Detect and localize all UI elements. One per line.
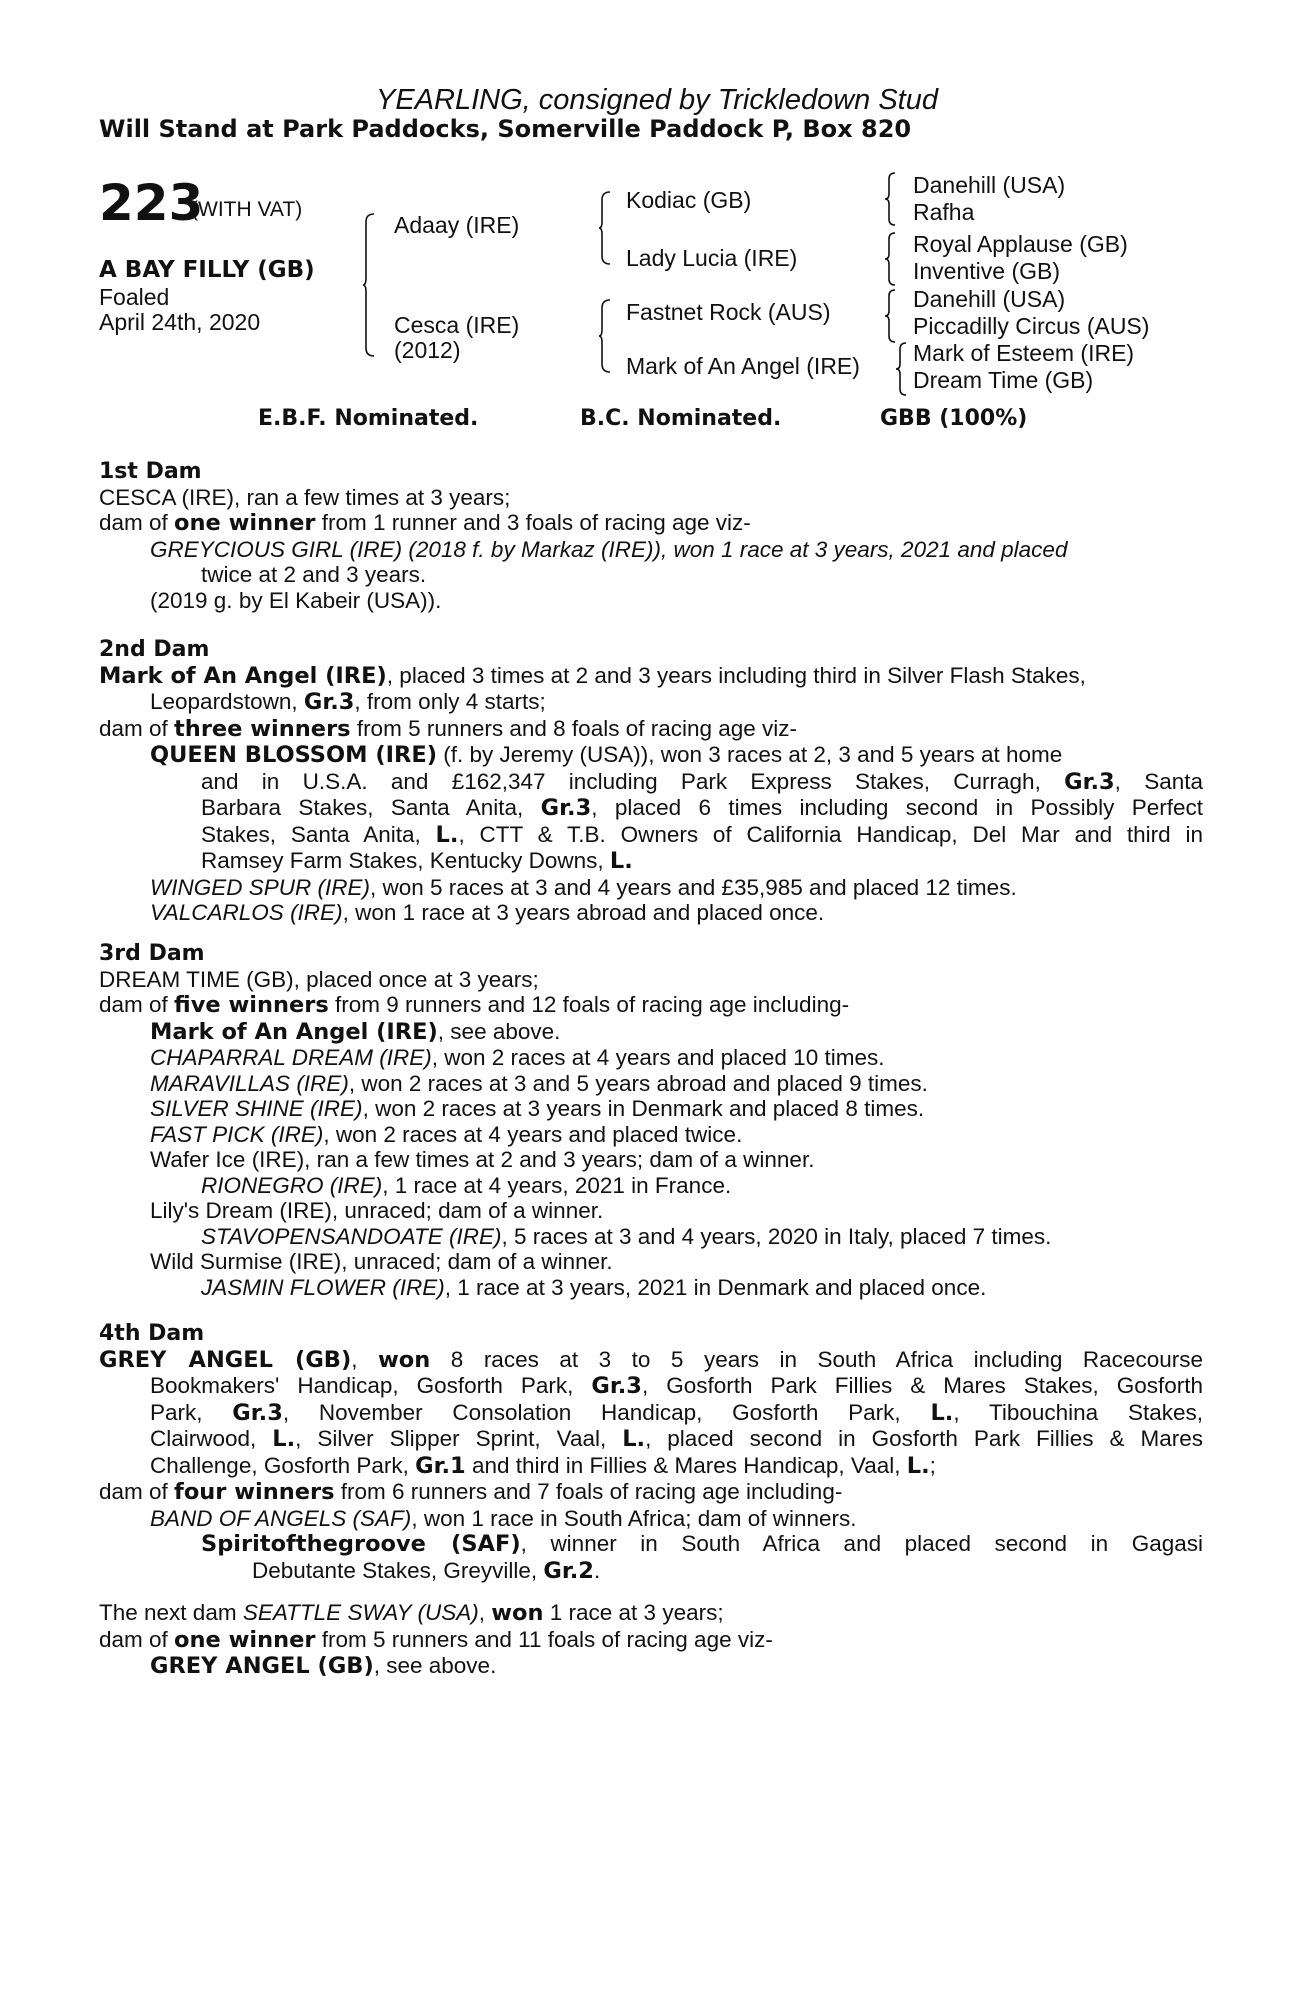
second-dam-section	[99, 637, 1203, 926]
offspring-line: QUEEN BLOSSOM (IRE) (f. by Jeremy (USA)), won 3 races at 2, 3 and 5 years at home	[150, 742, 1063, 768]
offspring-line: BAND OF ANGELS (SAF), won 1 race in South Africa; dam of winners.	[150, 1505, 857, 1531]
section-heading: 3rd Dam	[99, 941, 205, 966]
offspring-line: Ramsey Farm Stakes, Kentucky Downs, L.	[201, 848, 633, 874]
dam-line: Challenge, Gosforth Park, Gr.1 and third in Fillies & Mares Handicap, Vaal, L.;	[150, 1452, 936, 1479]
pedigree-dam-dam: Mark of An Angel (IRE)	[626, 353, 860, 379]
section-heading: 1st Dam	[99, 459, 202, 484]
pedigree-bracket-sire	[598, 190, 614, 270]
pedigree-bracket-main	[362, 212, 378, 358]
pedigree-bracket-g2	[884, 232, 898, 286]
offspring-line: Lily's Dream (IRE), unraced; dam of a winner.	[150, 1198, 604, 1223]
offspring-line: VALCARLOS (IRE), won 1 race at 3 years abroad and placed once.	[150, 900, 825, 925]
pedigree-bracket-g4	[895, 342, 909, 396]
vat-note: (WITH VAT)	[191, 198, 303, 221]
dam-produce-line: dam of one winner from 5 runners and 11 foals of racing age viz-	[99, 1626, 773, 1653]
dam-produce-line: dam of one winner from 1 runner and 3 foals of racing age viz-	[99, 510, 751, 536]
offspring-line: CHAPARRAL DREAM (IRE), won 2 races at 4 years and placed 10 times.	[150, 1045, 885, 1070]
dam-line: Park, Gr.3, November Consolation Handicap, Gosforth Park, L., Tibouchina Stakes,	[150, 1399, 1203, 1426]
offspring-line: (2019 g. by El Kabeir (USA)).	[150, 587, 442, 613]
section-heading: 4th Dam	[99, 1321, 205, 1346]
first-dam-section	[99, 459, 1203, 613]
offspring-line: Barbara Stakes, Santa Anita, Gr.3, placed 6 times including second in Possibly Perfect	[201, 795, 1203, 821]
lot-number: 223	[99, 174, 204, 232]
offspring-line: FAST PICK (IRE), won 2 races at 4 years and placed twice.	[150, 1121, 743, 1147]
offspring-line: Wafer Ice (IRE), ran a few times at 2 and 3 years; dam of a winner.	[150, 1147, 815, 1172]
pedigree-dam-year: (2012)	[394, 337, 461, 363]
offspring-line: twice at 2 and 3 years.	[201, 562, 427, 587]
offspring-line: Mark of An Angel (IRE), see above.	[150, 1018, 561, 1045]
offspring-line: MARAVILLAS (IRE), won 2 races at 3 and 5 years abroad and placed 9 times.	[150, 1070, 928, 1096]
pedigree-g8: Dream Time (GB)	[913, 367, 1094, 393]
horse-name: A BAY FILLY (GB)	[99, 257, 315, 283]
pedigree-bracket-dam	[598, 298, 614, 378]
pedigree-dam: Cesca (IRE)	[394, 312, 520, 338]
pedigree-g1: Danehill (USA)	[913, 172, 1066, 198]
next-dam-section	[99, 1600, 1203, 1680]
dam-line: CESCA (IRE), ran a few times at 3 years;	[99, 484, 511, 510]
pedigree-g6: Piccadilly Circus (AUS)	[913, 313, 1150, 339]
fourth-dam-section	[99, 1321, 1203, 1584]
offspring-line: STAVOPENSANDOATE (IRE), 5 races at 3 and 4 years, 2020 in Italy, placed 7 times.	[201, 1223, 1052, 1249]
dam-line: Clairwood, L., Silver Slipper Sprint, Vaal, L., placed second in Gosforth Park Fillies & Mares	[150, 1426, 1204, 1452]
offspring-line: SILVER SHINE (IRE), won 2 races at 3 years in Denmark and placed 8 times.	[150, 1096, 925, 1121]
pedigree-sire-dam: Lady Lucia (IRE)	[626, 245, 798, 271]
dam-line: Bookmakers' Handicap, Gosforth Park, Gr.3, Gosforth Park Fillies & Mares Stakes, Gosforth	[150, 1373, 1204, 1399]
section-heading: 2nd Dam	[99, 637, 210, 662]
pedigree-sire: Adaay (IRE)	[394, 212, 520, 238]
dam-produce-line: dam of four winners from 6 runners and 7 foals of racing age including-	[99, 1479, 843, 1505]
offspring-line: Spiritofthegroove (SAF), winner in South Africa and placed second in Gagasi	[201, 1531, 1203, 1557]
pedigree-g5: Danehill (USA)	[913, 286, 1066, 312]
foaled-label: Foaled	[99, 284, 170, 310]
offspring-line: WINGED SPUR (IRE), won 5 races at 3 and 4 years and £35,985 and placed 12 times.	[150, 874, 1017, 900]
gbb-status: GBB (100%)	[880, 406, 1028, 431]
pedigree-g3: Royal Applause (GB)	[913, 231, 1128, 257]
offspring-line: GREYCIOUS GIRL (IRE) (2018 f. by Markaz (IRE)), won 1 race at 3 years, 2021 and placed	[150, 536, 1068, 562]
dam-line: Mark of An Angel (IRE), placed 3 times at 2 and 3 years including third in Silver Flash Stakes,	[99, 662, 1086, 689]
third-dam-section	[99, 941, 1203, 1300]
offspring-line: JASMIN FLOWER (IRE), 1 race at 3 years, 2021 in Denmark and placed once.	[201, 1274, 987, 1300]
pedigree-bracket-g3	[884, 289, 898, 343]
offspring-line: Debutante Stakes, Greyville, Gr.2.	[252, 1557, 601, 1584]
offspring-line: Stakes, Santa Anita, L., CTT & T.B. Owners of California Handicap, Del Mar and third in	[201, 821, 1203, 848]
bc-nomination: B.C. Nominated.	[580, 406, 782, 431]
pedigree-sire-sire: Kodiac (GB)	[626, 187, 752, 213]
pedigree-dam-sire: Fastnet Rock (AUS)	[626, 299, 831, 325]
dam-line: DREAM TIME (GB), placed once at 3 years;	[99, 966, 539, 992]
pedigree-g2: Rafha	[913, 199, 975, 225]
foaled-date: April 24th, 2020	[99, 309, 261, 335]
pedigree-g4: Inventive (GB)	[913, 258, 1060, 284]
page-title: YEARLING, consigned by Trickledown Stud	[375, 84, 938, 116]
pedigree-bracket-g1	[884, 172, 898, 226]
offspring-line: Wild Surmise (IRE), unraced; dam of a winner.	[150, 1249, 613, 1274]
dam-line: The next dam SEATTLE SWAY (USA), won 1 race at 3 years;	[99, 1600, 724, 1626]
pedigree-g7: Mark of Esteem (IRE)	[913, 340, 1135, 366]
dam-produce-line: dam of five winners from 9 runners and 12 foals of racing age including-	[99, 992, 850, 1018]
offspring-line: GREY ANGEL (GB), see above.	[150, 1653, 497, 1679]
dam-line: Leopardstown, Gr.3, from only 4 starts;	[150, 689, 546, 715]
stand-location: Will Stand at Park Paddocks, Somerville Paddock P, Box 820	[99, 115, 912, 143]
dam-produce-line: dam of three winners from 5 runners and 8 foals of racing age viz-	[99, 715, 798, 742]
offspring-line: RIONEGRO (IRE), 1 race at 4 years, 2021 in France.	[201, 1172, 732, 1198]
dam-line: GREY ANGEL (GB), won 8 races at 3 to 5 years in South Africa including Racecourse	[99, 1346, 1203, 1373]
offspring-line: and in U.S.A. and £162,347 including Park Express Stakes, Curragh, Gr.3, Santa	[201, 768, 1203, 795]
ebf-nomination: E.B.F. Nominated.	[258, 406, 479, 431]
